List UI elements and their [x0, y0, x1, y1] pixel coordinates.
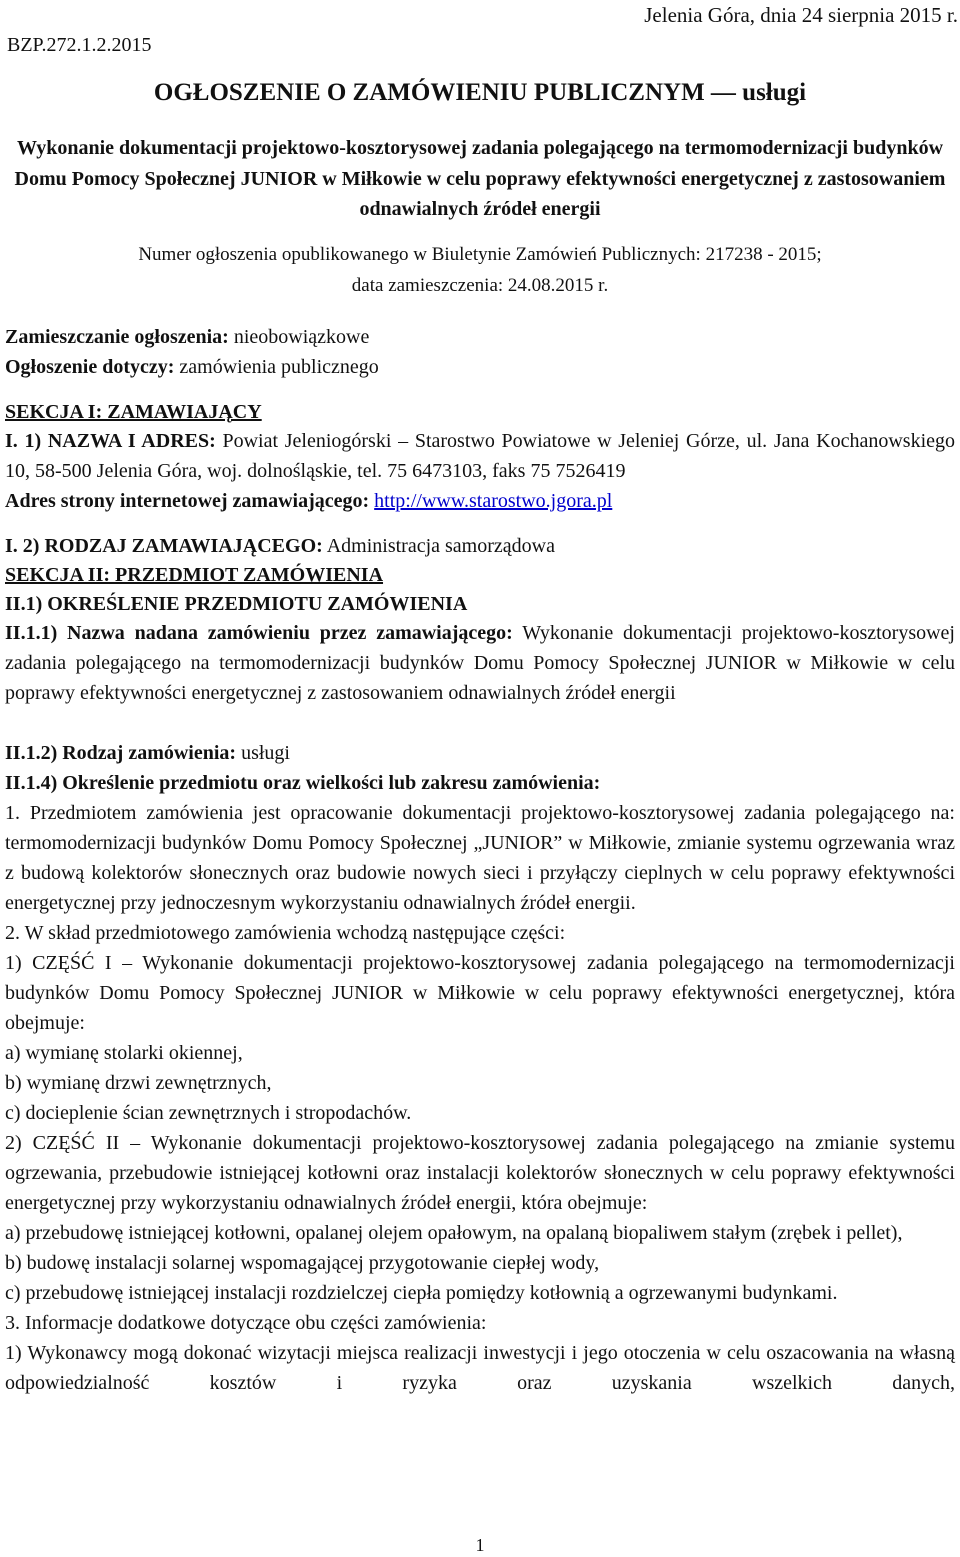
scope-paragraph-3: 3. Informacje dodatkowe dotyczące obu części zamówienia:: [5, 1312, 487, 1334]
part-2-item-b: b) budowę instalacji solarnej wspomagającej przygotowanie ciepłej wody,: [5, 1252, 600, 1274]
authority-type: [5, 531, 955, 561]
website-label: Adres strony internetowej zamawiającego:: [5, 490, 370, 512]
placement-label: Zamieszczanie ogłoszenia:: [5, 326, 229, 348]
place-date: Jelenia Góra, dnia 24 sierpnia 2015 r.: [644, 3, 958, 27]
bzp-number: Numer ogłoszenia opublikowanego w Biuletynie Zamówień Publicznych: 217238 - 2015;: [138, 244, 822, 265]
section2-subheading: II.1) OKREŚLENIE PRZEDMIOTU ZAMÓWIENIA: [5, 593, 468, 615]
authority-name-value: Powiat Jeleniogórski – Starostwo Powiatowe w Jeleniej Górze, ul. Jana Kochanowskiego 10, 58-500 Jelenia Góra, woj. dolnośląskie, tel. 75 6473103, faks 75 7526419: [5, 430, 955, 482]
scope-paragraph-2: 2. W skład przedmiotowego zamówienia wchodzą następujące części:: [5, 922, 566, 944]
reference-number: BZP.272.1.2.2015: [7, 34, 152, 56]
authority-type-label: I. 2) RODZAJ ZAMAWIAJĄCEGO:: [5, 535, 323, 557]
scope-body: [5, 798, 955, 1398]
website-link[interactable]: http://www.starostwo.jgora.pl: [374, 490, 613, 512]
contract-name-value: Wykonanie dokumentacji projektowo-kosztorysowej zadania polegającego na termomodernizacji budynków Domu Pomocy Społecznej JUNIOR w Miłkowie w celu poprawy efektywności energetycznej z zastosowaniem odnawialnych źródeł energii: [5, 622, 955, 704]
contract-kind-value: usługi: [241, 742, 290, 764]
placement-info: [5, 322, 955, 352]
scope-heading: II.1.4) Określenie przedmiotu oraz wielkości lub zakresu zamówienia:: [5, 772, 601, 794]
concerns-value: zamówienia publicznego: [179, 356, 379, 378]
part-2-item-a: a) przebudowę istniejącej kotłowni, opalanej olejem opałowym, na opalaną biopaliwem stałym (zrębek i pellet),: [5, 1222, 903, 1244]
part-1-item-c: c) docieplenie ścian zewnętrznych i stropodachów.: [5, 1102, 412, 1124]
publication-date: data zamieszczenia: 24.08.2015 r.: [351, 275, 609, 296]
placement-value: nieobowiązkowe: [233, 326, 370, 348]
contract-subject: Wykonanie dokumentacji projektowo-kosztorysowej zadania polegającego na termomodernizacji budynków Domu Pomocy Społecznej JUNIOR w Miłkowie w celu poprawy efektywności energetycznej z zastosowaniem odnawialnych źródeł energii: [14, 137, 946, 220]
authority-name-label: I. 1) NAZWA I ADRES:: [5, 430, 216, 452]
part-1-item-a: a) wymianę stolarki okiennej,: [5, 1042, 243, 1064]
section1-heading: SEKCJA I: ZAMAWIAJĄCY: [5, 401, 262, 423]
section2-heading: SEKCJA II: PRZEDMIOT ZAMÓWIENIA: [5, 564, 384, 586]
concerns-label: Ogłoszenie dotyczy:: [5, 356, 175, 378]
part-2-item-c: c) przebudowę istniejącej instalacji rozdzielczej ciepła pomiędzy kotłownią a ogrzewanymi budynkami.: [5, 1282, 838, 1304]
part-1-item-b: b) wymianę drzwi zewnętrznych,: [5, 1072, 272, 1094]
authority-type-value: Administracja samorządowa: [326, 535, 555, 557]
contract-kind: [5, 738, 955, 768]
part-2: 2) CZĘŚĆ II – Wykonanie dokumentacji projektowo-kosztorysowej zadania polegającego na zmianie systemu ogrzewania, przebudowie istniejącej kotłowni oraz instalacji kolektorów słonecznych w celu poprawy efektywności energetycznej przy wykorzystaniu odnawialnych źródeł energii, która obejmuje:: [5, 1132, 955, 1214]
contract-kind-label: II.1.2) Rodzaj zamówienia:: [5, 742, 237, 764]
contracting-authority: [5, 426, 955, 486]
page-title: OGŁOSZENIE O ZAMÓWIENIU PUBLICZNYM — usługi: [153, 79, 807, 106]
contract-name-label: II.1.1) Nazwa nadana zamówieniu przez zamawiającego:: [5, 622, 513, 644]
page-number: 1: [475, 1535, 485, 1555]
part-1: 1) CZĘŚĆ I – Wykonanie dokumentacji projektowo-kosztorysowej zadania polegającego na termomodernizacji budynków Domu Pomocy Społecznej JUNIOR w Miłkowie w celu poprawy efektywności energetycznej, która obejmuje:: [5, 952, 955, 1034]
authority-website: [5, 486, 955, 516]
scope-paragraph-1: 1. Przedmiotem zamówienia jest opracowanie dokumentacji projektowo-kosztorysowej zadania polegającego na: termomodernizacji budynków Domu Pomocy Społecznej „JUNIOR” w Miłkowie, zmianie systemu ogrzewania wraz z budową kolektorów słonecznych oraz budowie nowych sieci i przyłączy cieplnych w celu poprawy efektywności energetycznej przy jednoczesnym wykorzystaniu odnawialnych źródeł energii.: [5, 802, 955, 914]
contract-name: [5, 618, 955, 708]
concerns-info: [5, 352, 955, 382]
additional-info-1: 1) Wykonawcy mogą dokonać wizytacji miejsca realizacji inwestycji i jego otoczenia w celu oszacowania na własną odpowiedzialność kosztów i ryzyka oraz uzyskania wszelkich danych,: [5, 1342, 955, 1394]
